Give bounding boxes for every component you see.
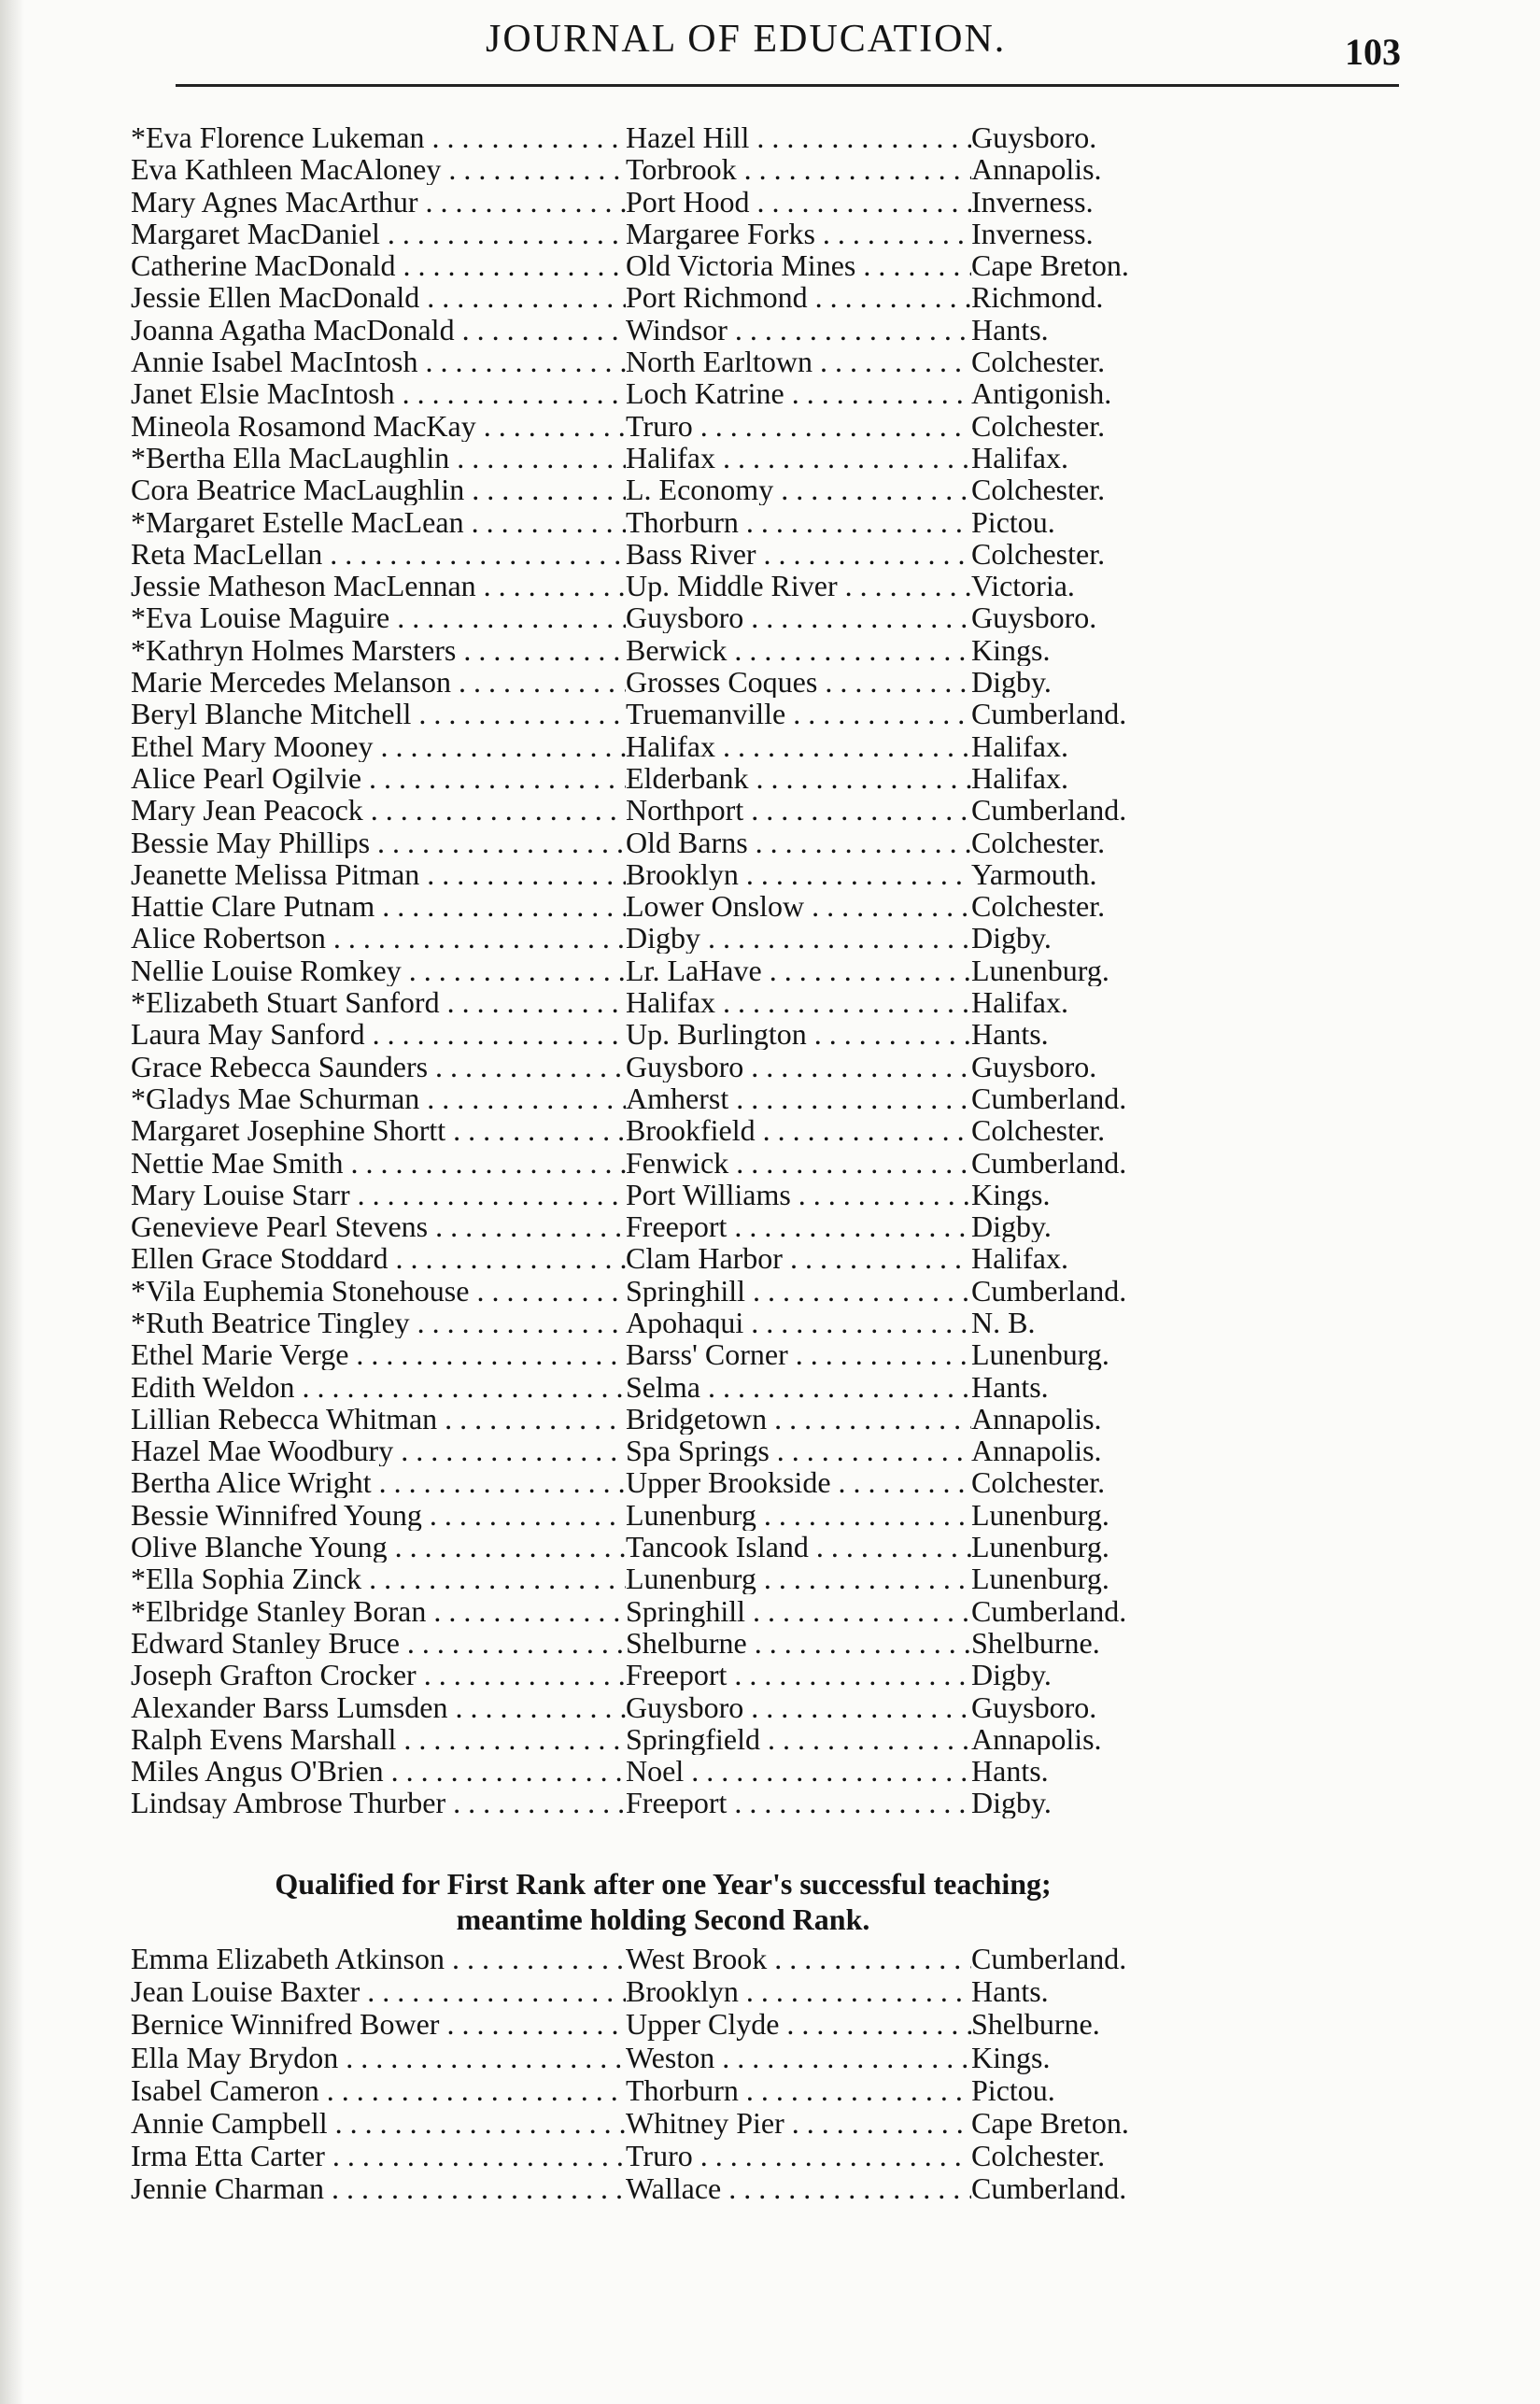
list-item	[131, 2008, 1214, 2041]
section-heading-line-1: Qualified for First Rank after one Year's successful teaching;	[275, 1867, 1052, 1901]
list-item	[131, 570, 1214, 601]
list-item	[131, 858, 1214, 890]
entry-name: Jessie Matheson MacLennan . . .	[131, 570, 626, 601]
entry-name: *Kathryn Holmes Marsters . . .	[131, 634, 626, 666]
entry-name: *Bertha Ella MacLaughlin . . .	[131, 442, 626, 474]
list-item	[131, 666, 1214, 698]
list-item	[131, 698, 1214, 729]
entry-place: Selma . . .	[626, 1371, 971, 1403]
entry-county: Annapolis.	[971, 1402, 1102, 1435]
list-item	[131, 346, 1214, 377]
entry-county: Annapolis.	[971, 153, 1102, 186]
list-item	[131, 762, 1214, 794]
entry-name: Jessie Ellen MacDonald . . .	[131, 281, 626, 313]
entry-name: Jennie Charman . . .	[131, 2172, 626, 2205]
entry-name: Jean Louise Baxter . . .	[131, 1975, 626, 2008]
entry-county: Annapolis.	[971, 1722, 1102, 1755]
entry-county: Lunenburg.	[971, 1563, 1109, 1595]
entry-name: Nettie Mae Smith . . .	[131, 1147, 626, 1179]
entry-place: Lr. LaHave . . .	[626, 955, 971, 986]
list-item	[131, 1691, 1214, 1723]
entry-name: Annie Campbell . . .	[131, 2107, 626, 2140]
entry-place: Upper Clyde . . .	[626, 2008, 971, 2041]
entry-place: Guysboro . . .	[626, 1051, 971, 1082]
list-item	[131, 538, 1214, 570]
entry-county: Shelburne.	[971, 2008, 1100, 2042]
entry-place: Lunenburg . . .	[626, 1499, 971, 1531]
list-item	[131, 1723, 1214, 1755]
entry-place: Truro . . .	[626, 410, 971, 442]
list-item	[131, 955, 1214, 986]
entry-place: Up. Middle River . . .	[626, 570, 971, 601]
entry-place: Springhill . . .	[626, 1595, 971, 1627]
list-item	[131, 1307, 1214, 1338]
entry-county: Digby.	[971, 1210, 1052, 1243]
entry-place: Loch Katrine . . .	[626, 377, 971, 409]
list-item	[131, 634, 1214, 666]
entry-place: Shelburne . . .	[626, 1627, 971, 1659]
entry-name: Edward Stanley Bruce . . .	[131, 1627, 626, 1659]
list-item	[131, 1595, 1214, 1627]
entry-county: Hants.	[971, 1755, 1049, 1788]
entry-county: Lunenburg.	[971, 954, 1109, 986]
entry-name: Hazel Mae Woodbury . . .	[131, 1435, 626, 1466]
entry-place: Margaree Forks . . .	[626, 218, 971, 249]
entry-place: Freeport . . .	[626, 1787, 971, 1818]
list-item	[131, 1975, 1214, 2008]
entry-place: Lower Onslow . . .	[626, 890, 971, 922]
running-title: JOURNAL OF EDUCATION.	[486, 18, 1007, 61]
entry-county: Digby.	[971, 666, 1052, 699]
entry-county: Guysboro.	[971, 1050, 1097, 1082]
entry-name: Hattie Clare Putnam . . .	[131, 890, 626, 922]
entry-name: *Elizabeth Stuart Sanford . . .	[131, 986, 626, 1018]
entry-county: Colchester.	[971, 537, 1106, 570]
list-item	[131, 1018, 1214, 1050]
entry-place: Truro . . .	[626, 2140, 971, 2172]
entry-name: Emma Elizabeth Atkinson . . .	[131, 1943, 626, 1975]
entry-name: Catherine MacDonald . . .	[131, 249, 626, 281]
entry-name: Ethel Marie Verge . . .	[131, 1338, 626, 1370]
entry-place: Old Victoria Mines . . .	[626, 249, 971, 281]
entry-county: Cumberland.	[971, 794, 1127, 827]
list-item	[131, 121, 1214, 153]
entry-place: Digby . . .	[626, 922, 971, 954]
entry-county: Kings.	[971, 2041, 1051, 2074]
entry-name: Alice Robertson . . .	[131, 922, 626, 954]
entry-county: Richmond.	[971, 281, 1104, 314]
entry-name: Ralph Evens Marshall . . .	[131, 1723, 626, 1755]
list-item	[131, 1755, 1214, 1787]
entry-place: Thorburn . . .	[626, 2074, 971, 2107]
list-item	[131, 2074, 1214, 2107]
entry-name: Joseph Grafton Crocker . . .	[131, 1659, 626, 1690]
entry-county: Halifax.	[971, 441, 1068, 474]
list-item	[131, 1275, 1214, 1307]
entry-name: Grace Rebecca Saunders . . .	[131, 1051, 626, 1082]
entry-place: Freeport . . .	[626, 1210, 971, 1242]
entry-county: Antigonish.	[971, 377, 1112, 410]
entry-place: Clam Harbor . . .	[626, 1242, 971, 1274]
entry-place: Halifax . . .	[626, 730, 971, 762]
list-item	[131, 1147, 1214, 1179]
list-item	[131, 794, 1214, 826]
list-item	[131, 153, 1214, 185]
entry-place: Port Hood . . .	[626, 186, 971, 218]
list-item	[131, 314, 1214, 346]
entry-name: *Ruth Beatrice Tingley . . .	[131, 1307, 626, 1338]
entry-county: Pictou.	[971, 505, 1055, 538]
entry-name: Edith Weldon . . .	[131, 1371, 626, 1403]
entry-place: Port Williams . . .	[626, 1179, 971, 1210]
entry-place: Northport . . .	[626, 794, 971, 826]
entry-county: Guysboro.	[971, 1690, 1097, 1723]
entry-place: Bridgetown . . .	[626, 1403, 971, 1435]
list-item	[131, 890, 1214, 922]
entry-place: Hazel Hill . . .	[626, 121, 971, 153]
entry-name: Jeanette Melissa Pitman . . .	[131, 858, 626, 890]
entry-county: N. B.	[971, 1306, 1036, 1338]
entry-name: Reta MacLellan . . .	[131, 538, 626, 570]
list-item	[131, 1082, 1214, 1114]
entry-county: Cumberland.	[971, 1594, 1127, 1627]
entry-county: Halifax.	[971, 986, 1068, 1019]
entry-place: Old Barns . . .	[626, 827, 971, 858]
entry-name: Nellie Louise Romkey . . .	[131, 955, 626, 986]
list-item	[131, 1242, 1214, 1274]
entry-name: Bessie Winnifred Young . . .	[131, 1499, 626, 1531]
entry-name: Margaret Josephine Shortt . . .	[131, 1114, 626, 1146]
entry-county: Guysboro.	[971, 601, 1097, 634]
entry-name: *Margaret Estelle MacLean . . .	[131, 506, 626, 538]
entry-name: *Gladys Mae Schurman . . .	[131, 1082, 626, 1114]
graduate-list-second-rank	[131, 1943, 1214, 2206]
entry-name: Laura May Sanford . . .	[131, 1018, 626, 1050]
entry-name: *Eva Louise Maguire . . .	[131, 601, 626, 633]
entry-county: Halifax.	[971, 761, 1068, 794]
entry-name: Mary Agnes MacArthur . . .	[131, 186, 626, 218]
list-item	[131, 377, 1214, 409]
list-item	[131, 730, 1214, 762]
list-item	[131, 442, 1214, 474]
entry-county: Digby.	[971, 1659, 1052, 1691]
entry-place: Apohaqui . . .	[626, 1307, 971, 1338]
entry-place: Guysboro . . .	[626, 1691, 971, 1723]
entry-place: Amherst . . .	[626, 1082, 971, 1114]
entry-place: Elderbank . . .	[626, 762, 971, 794]
list-item	[131, 1943, 1214, 1975]
entry-place: L. Economy . . .	[626, 474, 971, 505]
entry-county: Cumberland.	[971, 1274, 1127, 1307]
entry-place: Springfield . . .	[626, 1723, 971, 1755]
list-item	[131, 986, 1214, 1018]
entry-county: Cumberland.	[971, 1146, 1127, 1179]
entry-name: *Vila Euphemia Stonehouse . . .	[131, 1275, 626, 1307]
entry-county: Yarmouth.	[971, 857, 1097, 890]
list-item	[131, 2172, 1214, 2205]
entry-place: Bass River . . .	[626, 538, 971, 570]
list-item	[131, 1531, 1214, 1563]
list-item	[131, 1499, 1214, 1531]
entry-county: Guysboro.	[971, 121, 1097, 153]
list-item	[131, 506, 1214, 538]
entry-county: Hants.	[971, 1370, 1049, 1403]
entry-place: Halifax . . .	[626, 442, 971, 474]
entry-county: Victoria.	[971, 570, 1075, 602]
entry-county: Halifax.	[971, 729, 1068, 762]
entry-name: Annie Isabel MacIntosh . . .	[131, 346, 626, 377]
entry-place: Brooklyn . . .	[626, 1975, 971, 2008]
entry-place: Wallace . . .	[626, 2172, 971, 2205]
entry-name: Alexander Barss Lumsden . . .	[131, 1691, 626, 1723]
list-item	[131, 827, 1214, 858]
entry-place: Whitney Pier . . .	[626, 2107, 971, 2140]
entry-name: Bessie May Phillips . . .	[131, 827, 626, 858]
entry-place: West Brook . . .	[626, 1943, 971, 1975]
list-item	[131, 186, 1214, 218]
entry-county: Inverness.	[971, 217, 1094, 249]
list-item	[131, 410, 1214, 442]
entry-place: Spa Springs . . .	[626, 1435, 971, 1466]
entry-county: Colchester.	[971, 474, 1106, 506]
entry-name: Olive Blanche Young . . .	[131, 1531, 626, 1563]
list-item	[131, 1179, 1214, 1210]
list-item	[131, 1627, 1214, 1659]
entry-county: Shelburne.	[971, 1626, 1100, 1659]
list-item	[131, 474, 1214, 505]
list-item	[131, 922, 1214, 954]
entry-county: Cumberland.	[971, 2172, 1127, 2206]
entry-county: Halifax.	[971, 1242, 1068, 1275]
entry-place: North Earltown . . .	[626, 346, 971, 377]
entry-name: Ethel Mary Mooney . . .	[131, 730, 626, 762]
entry-county: Annapolis.	[971, 1435, 1102, 1467]
entry-county: Colchester.	[971, 2140, 1106, 2173]
entry-name: Alice Pearl Ogilvie . . .	[131, 762, 626, 794]
entry-county: Colchester.	[971, 1114, 1106, 1147]
list-item	[131, 249, 1214, 281]
entry-place: Brooklyn . . .	[626, 858, 971, 890]
entry-place: Noel . . .	[626, 1755, 971, 1787]
list-item	[131, 1371, 1214, 1403]
entry-name: Lindsay Ambrose Thurber . . .	[131, 1787, 626, 1818]
entry-name: Margaret MacDaniel . . .	[131, 218, 626, 249]
list-item	[131, 1051, 1214, 1082]
entry-county: Hants.	[971, 313, 1049, 346]
header-rule	[176, 84, 1399, 87]
list-item	[131, 1659, 1214, 1690]
list-item	[131, 1338, 1214, 1370]
list-item	[131, 1563, 1214, 1594]
entry-county: Lunenburg.	[971, 1338, 1109, 1371]
entry-name: Joanna Agatha MacDonald . . .	[131, 314, 626, 346]
list-item	[131, 2140, 1214, 2172]
entry-name: Isabel Cameron . . .	[131, 2074, 626, 2107]
entry-name: Mineola Rosamond MacKay . . .	[131, 410, 626, 442]
list-item	[131, 1403, 1214, 1435]
entry-name: *Ella Sophia Zinck . . .	[131, 1563, 626, 1594]
entry-place: Up. Burlington . . .	[626, 1018, 971, 1050]
entry-place: Barss' Corner . . .	[626, 1338, 971, 1370]
entry-county: Kings.	[971, 633, 1051, 666]
list-item	[131, 1114, 1214, 1146]
entry-county: Digby.	[971, 922, 1052, 955]
entry-place: Port Richmond . . .	[626, 281, 971, 313]
list-item	[131, 2042, 1214, 2074]
entry-county: Lunenburg.	[971, 1531, 1109, 1563]
entry-county: Lunenburg.	[971, 1498, 1109, 1531]
entry-county: Hants.	[971, 1018, 1049, 1051]
entry-county: Colchester.	[971, 1466, 1106, 1499]
list-item	[131, 281, 1214, 313]
entry-county: Hants.	[971, 1975, 1049, 2009]
entry-place: Freeport . . .	[626, 1659, 971, 1690]
entry-name: Marie Mercedes Melanson . . .	[131, 666, 626, 698]
list-item	[131, 1210, 1214, 1242]
entry-name: Ellen Grace Stoddard . . .	[131, 1242, 626, 1274]
list-item	[131, 1435, 1214, 1466]
entry-name: Lillian Rebecca Whitman . . .	[131, 1403, 626, 1435]
entry-county: Colchester.	[971, 409, 1106, 442]
graduate-list-first-rank	[131, 121, 1214, 1819]
entry-name: Mary Jean Peacock . . .	[131, 794, 626, 826]
entry-name: Ella May Brydon . . .	[131, 2042, 626, 2074]
entry-place: Berwick . . .	[626, 634, 971, 666]
entry-place: Truemanville . . .	[626, 698, 971, 729]
entry-county: Pictou.	[971, 2073, 1055, 2107]
section-heading	[112, 1866, 1214, 1937]
list-item	[131, 1466, 1214, 1498]
entry-county: Cape Breton.	[971, 249, 1129, 282]
entry-place: Brookfield . . .	[626, 1114, 971, 1146]
entry-name: Irma Etta Carter . . .	[131, 2140, 626, 2172]
list-item	[131, 2107, 1214, 2140]
entry-place: Torbrook . . .	[626, 153, 971, 185]
entry-name: Beryl Blanche Mitchell . . .	[131, 698, 626, 729]
entry-county: Inverness.	[971, 185, 1094, 218]
entry-place: Weston . . .	[626, 2042, 971, 2074]
entry-county: Cumberland.	[971, 1943, 1127, 1975]
entry-place: Upper Brookside . . .	[626, 1466, 971, 1498]
entry-name: Genevieve Pearl Stevens . . .	[131, 1210, 626, 1242]
entry-place: Tancook Island . . .	[626, 1531, 971, 1563]
entry-name: Cora Beatrice MacLaughlin . . .	[131, 474, 626, 505]
entry-name: Bernice Winnifred Bower . . .	[131, 2008, 626, 2041]
entry-county: Colchester.	[971, 890, 1106, 923]
scan-edge-shadow	[0, 0, 24, 2404]
entry-name: Bertha Alice Wright . . .	[131, 1466, 626, 1498]
entry-place: Springhill . . .	[626, 1275, 971, 1307]
entry-place: Lunenburg . . .	[626, 1563, 971, 1594]
entry-name: *Elbridge Stanley Boran . . .	[131, 1595, 626, 1627]
entry-place: Windsor . . .	[626, 314, 971, 346]
entry-place: Guysboro . . .	[626, 601, 971, 633]
entry-county: Cape Breton.	[971, 2106, 1129, 2140]
entry-place: Fenwick . . .	[626, 1147, 971, 1179]
entry-name: Miles Angus O'Brien . . .	[131, 1755, 626, 1787]
entry-county: Colchester.	[971, 826, 1106, 858]
entry-place: Thorburn . . .	[626, 506, 971, 538]
page-number: 103	[1345, 31, 1401, 73]
page-header	[168, 17, 1401, 92]
entry-county: Kings.	[971, 1178, 1051, 1210]
entry-county: Cumberland.	[971, 698, 1127, 730]
list-item	[131, 601, 1214, 633]
entry-county: Digby.	[971, 1787, 1052, 1819]
section-heading-line-2: meantime holding Second Rank.	[456, 1902, 870, 1936]
entry-place: Halifax . . .	[626, 986, 971, 1018]
entry-name: Mary Louise Starr . . .	[131, 1179, 626, 1210]
entry-county: Cumberland.	[971, 1082, 1127, 1114]
entry-name: *Eva Florence Lukeman . . .	[131, 121, 626, 153]
entry-name: Janet Elsie MacIntosh . . .	[131, 377, 626, 409]
list-item	[131, 218, 1214, 249]
entry-place: Grosses Coques . . .	[626, 666, 971, 698]
entry-name: Eva Kathleen MacAloney . . .	[131, 153, 626, 185]
entry-county: Colchester.	[971, 346, 1106, 378]
list-item	[131, 1787, 1214, 1818]
